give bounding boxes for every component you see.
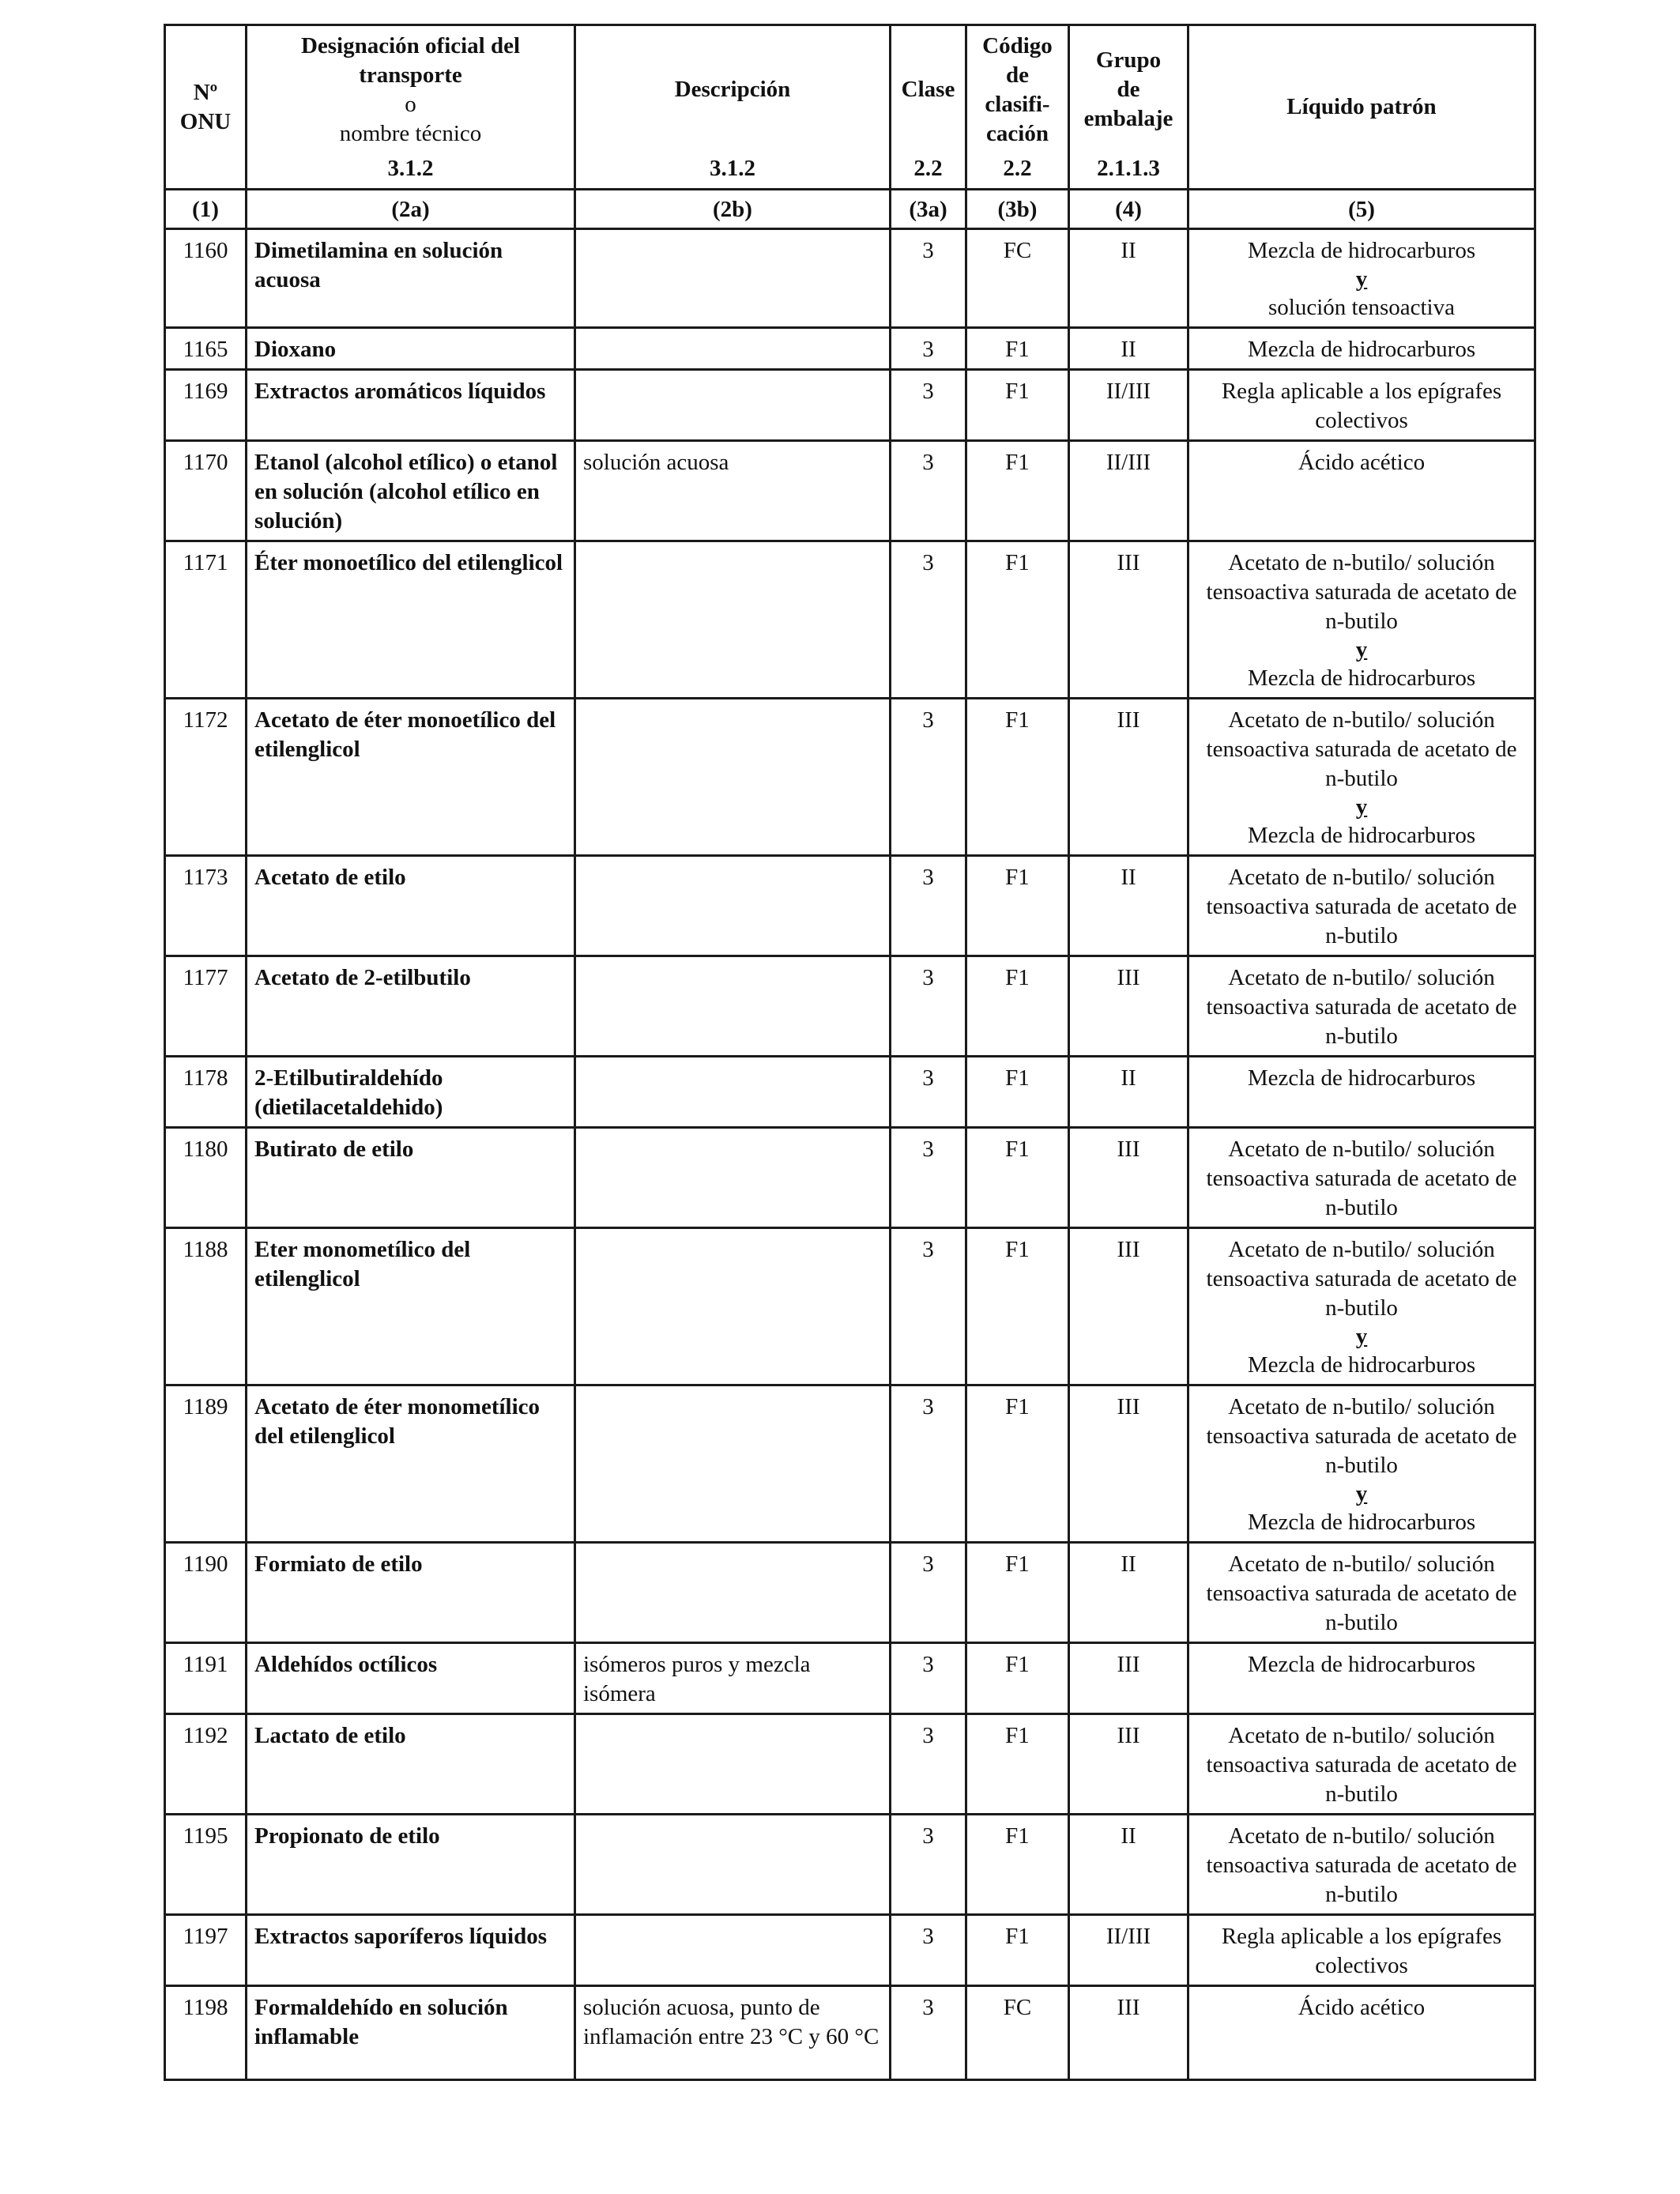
standard-liquid-cell xyxy=(1188,229,1535,328)
standard-liquid-text: Mezcla de hidrocarburos xyxy=(1247,823,1476,848)
standard-liquid-cell xyxy=(1188,1643,1535,1714)
standard-liquid-cell xyxy=(1188,541,1535,699)
class-cell: 3 xyxy=(891,1128,966,1228)
classification-code-cell: F1 xyxy=(966,956,1069,1057)
header-ref: 2.2 xyxy=(1003,156,1032,181)
classification-code-cell: F1 xyxy=(966,856,1069,956)
header-ref: 2.1.1.3 xyxy=(1097,156,1160,181)
conjunction-y: y xyxy=(1355,637,1368,662)
un-number-cell: 1195 xyxy=(165,1815,247,1915)
un-number-cell: 1191 xyxy=(165,1643,247,1714)
class-cell: 3 xyxy=(891,541,966,699)
column-number-row xyxy=(165,190,1535,229)
class-cell: 3 xyxy=(891,856,966,956)
official-name-cell: Extractos saporíferos líquidos xyxy=(247,1915,575,1986)
column-number: (5) xyxy=(1188,190,1535,229)
official-name-cell: Dimetilamina en solución acuosa xyxy=(247,229,575,328)
header-packing-group: Grupo de embalaje 2.1.1.3 xyxy=(1069,25,1188,190)
conjunction-y: y xyxy=(1355,1481,1368,1506)
table-row xyxy=(165,856,1535,956)
header-row xyxy=(165,25,1535,190)
packing-group-cell: III xyxy=(1069,1714,1188,1815)
standard-liquid-text: Mezcla de hidrocarburos xyxy=(1247,665,1476,691)
standard-liquid-text: Acetato de n-butilo/ solución tensoactiva saturada de acetato de n-butilo xyxy=(1206,1237,1517,1321)
classification-code-cell: F1 xyxy=(966,699,1069,856)
description-cell xyxy=(575,856,891,956)
description-cell: solución acuosa, punto de inflamación entre 23 °C y 60 °C xyxy=(575,1986,891,2080)
standard-liquid-cell xyxy=(1188,1714,1535,1815)
table-row xyxy=(165,441,1535,541)
standard-liquid-cell xyxy=(1188,1986,1535,2080)
packing-group-cell: II xyxy=(1069,856,1188,956)
standard-liquid-cell xyxy=(1188,1385,1535,1543)
header-description: Descripción 3.1.2 xyxy=(575,25,891,190)
standard-liquid-text: Acetato de n-butilo/ solución tensoactiva saturada de acetato de n-butilo xyxy=(1206,865,1517,948)
un-number-cell: 1192 xyxy=(165,1714,247,1815)
packing-group-cell: III xyxy=(1069,1128,1188,1228)
official-name-cell: Aldehídos octílicos xyxy=(247,1643,575,1714)
description-cell xyxy=(575,370,891,441)
un-number-cell: 1177 xyxy=(165,956,247,1057)
classification-code-cell: F1 xyxy=(966,441,1069,541)
standard-liquid-cell xyxy=(1188,1915,1535,1986)
official-name-cell: Formiato de etilo xyxy=(247,1543,575,1643)
un-number-cell: 1188 xyxy=(165,1228,247,1385)
classification-code-cell: F1 xyxy=(966,1915,1069,1986)
packing-group-cell: III xyxy=(1069,1228,1188,1385)
standard-liquid-text: Acetato de n-butilo/ solución tensoactiva saturada de acetato de n-butilo xyxy=(1206,1394,1517,1478)
class-cell: 3 xyxy=(891,1228,966,1385)
conjunction-y: y xyxy=(1355,266,1368,292)
column-number: (2a) xyxy=(247,190,575,229)
official-name-cell: Acetato de etilo xyxy=(247,856,575,956)
classification-code-cell: FC xyxy=(966,1986,1069,2080)
description-cell xyxy=(575,956,891,1057)
un-number-cell: 1165 xyxy=(165,328,247,370)
standard-liquid-text: Mezcla de hidrocarburos xyxy=(1247,1510,1476,1535)
standard-liquid-text: Acetato de n-butilo/ solución tensoactiva saturada de acetato de n-butilo xyxy=(1206,550,1517,634)
header-standard-liquid: Líquido patrón xyxy=(1188,25,1535,190)
class-cell: 3 xyxy=(891,1986,966,2080)
class-cell: 3 xyxy=(891,370,966,441)
un-number-cell: 1160 xyxy=(165,229,247,328)
standard-liquid-text: Acetato de n-butilo/ solución tensoactiva saturada de acetato de n-butilo xyxy=(1206,1137,1517,1220)
classification-code-cell: F1 xyxy=(966,328,1069,370)
packing-group-cell: II xyxy=(1069,1543,1188,1643)
table-row xyxy=(165,1543,1535,1643)
classification-code-cell: F1 xyxy=(966,1643,1069,1714)
class-cell: 3 xyxy=(891,229,966,328)
standard-liquid-text: Mezcla de hidrocarburos xyxy=(1247,337,1476,362)
class-cell: 3 xyxy=(891,956,966,1057)
official-name-cell: Lactato de etilo xyxy=(247,1714,575,1815)
column-number: (1) xyxy=(165,190,247,229)
packing-group-cell: III xyxy=(1069,1643,1188,1714)
table-row xyxy=(165,541,1535,699)
table-row xyxy=(165,1057,1535,1128)
column-number: (4) xyxy=(1069,190,1188,229)
table-row xyxy=(165,1815,1535,1915)
standard-liquid-cell xyxy=(1188,956,1535,1057)
table-row xyxy=(165,229,1535,328)
classification-code-cell: F1 xyxy=(966,1543,1069,1643)
official-name-cell: Éter monoetílico del etilenglicol xyxy=(247,541,575,699)
conjunction-y: y xyxy=(1355,794,1368,820)
un-number-cell: 1189 xyxy=(165,1385,247,1543)
standard-liquid-cell xyxy=(1188,441,1535,541)
classification-code-cell: F1 xyxy=(966,1714,1069,1815)
standard-liquid-text: Ácido acético xyxy=(1298,1995,1426,2020)
packing-group-cell: II/III xyxy=(1069,441,1188,541)
packing-group-cell: III xyxy=(1069,541,1188,699)
class-cell: 3 xyxy=(891,1385,966,1543)
un-number-cell: 1170 xyxy=(165,441,247,541)
class-cell: 3 xyxy=(891,1915,966,1986)
description-cell xyxy=(575,1385,891,1543)
class-cell: 3 xyxy=(891,328,966,370)
class-cell: 3 xyxy=(891,1057,966,1128)
un-number-cell: 1197 xyxy=(165,1915,247,1986)
official-name-cell: Eter monometílico del etilenglicol xyxy=(247,1228,575,1385)
un-number-cell: 1198 xyxy=(165,1986,247,2080)
packing-group-cell: III xyxy=(1069,699,1188,856)
classification-code-cell: F1 xyxy=(966,1385,1069,1543)
packing-group-cell: III xyxy=(1069,1986,1188,2080)
description-cell xyxy=(575,541,891,699)
standard-liquid-text: Regla aplicable a los epígrafes colectivos xyxy=(1221,379,1502,433)
standard-liquid-text: Regla aplicable a los epígrafes colectivos xyxy=(1221,1924,1502,1978)
class-cell: 3 xyxy=(891,441,966,541)
column-number: (3a) xyxy=(891,190,966,229)
description-cell xyxy=(575,1128,891,1228)
classification-code-cell: F1 xyxy=(966,1057,1069,1128)
official-name-cell: Acetato de éter monometílico del etilenglicol xyxy=(247,1385,575,1543)
class-cell: 3 xyxy=(891,1714,966,1815)
header-class: Clase 2.2 xyxy=(891,25,966,190)
description-cell: solución acuosa xyxy=(575,441,891,541)
classification-code-cell: F1 xyxy=(966,541,1069,699)
standard-liquid-text: Mezcla de hidrocarburos xyxy=(1247,1352,1476,1378)
description-cell: isómeros puros y mezcla isómera xyxy=(575,1643,891,1714)
packing-group-cell: II xyxy=(1069,1815,1188,1915)
class-cell: 3 xyxy=(891,1815,966,1915)
description-cell xyxy=(575,699,891,856)
official-name-cell: Extractos aromáticos líquidos xyxy=(247,370,575,441)
table-row xyxy=(165,699,1535,856)
un-number-cell: 1171 xyxy=(165,541,247,699)
header-classification-code: Código de clasifi- cación 2.2 xyxy=(966,25,1069,190)
official-name-cell: Etanol (alcohol etílico) o etanol en solución (alcohol etílico en solución) xyxy=(247,441,575,541)
standard-liquid-cell xyxy=(1188,328,1535,370)
column-number: (2b) xyxy=(575,190,891,229)
table-row xyxy=(165,1228,1535,1385)
packing-group-cell: III xyxy=(1069,1385,1188,1543)
substances-table xyxy=(164,24,1536,2081)
header-ref: 3.1.2 xyxy=(710,156,755,181)
standard-liquid-cell xyxy=(1188,370,1535,441)
packing-group-cell: II xyxy=(1069,328,1188,370)
header-official-name: Designación oficial del transporte o nombre técnico 3.1.2 xyxy=(247,25,575,190)
packing-group-cell: II xyxy=(1069,229,1188,328)
standard-liquid-text: Acetato de n-butilo/ solución tensoactiva saturada de acetato de n-butilo xyxy=(1206,1823,1517,1907)
header-ref: 2.2 xyxy=(913,156,943,181)
standard-liquid-cell xyxy=(1188,1815,1535,1915)
standard-liquid-cell xyxy=(1188,1057,1535,1128)
official-name-cell: Formaldehído en solución inflamable xyxy=(247,1986,575,2080)
header-un-number: Nº ONU xyxy=(165,25,247,190)
table-row xyxy=(165,956,1535,1057)
packing-group-cell: II/III xyxy=(1069,370,1188,441)
standard-liquid-cell xyxy=(1188,856,1535,956)
class-cell: 3 xyxy=(891,699,966,856)
standard-liquid-text: Acetato de n-butilo/ solución tensoactiva saturada de acetato de n-butilo xyxy=(1206,707,1517,791)
classification-code-cell: FC xyxy=(966,229,1069,328)
table-row xyxy=(165,1915,1535,1986)
classification-code-cell: F1 xyxy=(966,1128,1069,1228)
header-ref: 3.1.2 xyxy=(387,156,434,181)
description-cell xyxy=(575,229,891,328)
official-name-cell: Butirato de etilo xyxy=(247,1128,575,1228)
description-cell xyxy=(575,1057,891,1128)
standard-liquid-text: Acetato de n-butilo/ solución tensoactiva saturada de acetato de n-butilo xyxy=(1206,1723,1517,1807)
description-cell xyxy=(575,1714,891,1815)
official-name-cell: Acetato de 2-etilbutilo xyxy=(247,956,575,1057)
official-name-cell: Propionato de etilo xyxy=(247,1815,575,1915)
un-number-cell: 1172 xyxy=(165,699,247,856)
description-cell xyxy=(575,1815,891,1915)
table-row xyxy=(165,370,1535,441)
standard-liquid-cell xyxy=(1188,1543,1535,1643)
classification-code-cell: F1 xyxy=(966,370,1069,441)
table-row xyxy=(165,1128,1535,1228)
classification-code-cell: F1 xyxy=(966,1228,1069,1385)
packing-group-cell: III xyxy=(1069,956,1188,1057)
standard-liquid-text: solución tensoactiva xyxy=(1268,295,1455,320)
table-row xyxy=(165,1714,1535,1815)
packing-group-cell: II xyxy=(1069,1057,1188,1128)
un-number-cell: 1169 xyxy=(165,370,247,441)
conjunction-y: y xyxy=(1355,1324,1368,1349)
table-row xyxy=(165,328,1535,370)
standard-liquid-cell xyxy=(1188,699,1535,856)
column-number: (3b) xyxy=(966,190,1069,229)
standard-liquid-text: Acetato de n-butilo/ solución tensoactiva saturada de acetato de n-butilo xyxy=(1206,1551,1517,1635)
standard-liquid-text: Mezcla de hidrocarburos xyxy=(1247,238,1476,263)
class-cell: 3 xyxy=(891,1543,966,1643)
table-row xyxy=(165,1385,1535,1543)
standard-liquid-cell xyxy=(1188,1228,1535,1385)
classification-code-cell: F1 xyxy=(966,1815,1069,1915)
standard-liquid-cell xyxy=(1188,1128,1535,1228)
table-row xyxy=(165,1986,1535,2080)
official-name-cell: Acetato de éter monoetílico del etilenglicol xyxy=(247,699,575,856)
packing-group-cell: II/III xyxy=(1069,1915,1188,1986)
description-cell xyxy=(575,1228,891,1385)
standard-liquid-text: Mezcla de hidrocarburos xyxy=(1247,1652,1476,1677)
description-cell xyxy=(575,1543,891,1643)
description-cell xyxy=(575,328,891,370)
table-body xyxy=(165,229,1535,2080)
class-cell: 3 xyxy=(891,1643,966,1714)
official-name-cell: Dioxano xyxy=(247,328,575,370)
table-row xyxy=(165,1643,1535,1714)
standard-liquid-text: Acetato de n-butilo/ solución tensoactiva saturada de acetato de n-butilo xyxy=(1206,965,1517,1049)
standard-liquid-text: Ácido acético xyxy=(1298,450,1426,475)
un-number-cell: 1178 xyxy=(165,1057,247,1128)
description-cell xyxy=(575,1915,891,1986)
un-number-cell: 1173 xyxy=(165,856,247,956)
standard-liquid-text: Mezcla de hidrocarburos xyxy=(1247,1065,1476,1091)
official-name-cell: 2-Etilbutiraldehído (dietilacetaldehido) xyxy=(247,1057,575,1128)
un-number-cell: 1190 xyxy=(165,1543,247,1643)
un-number-cell: 1180 xyxy=(165,1128,247,1228)
